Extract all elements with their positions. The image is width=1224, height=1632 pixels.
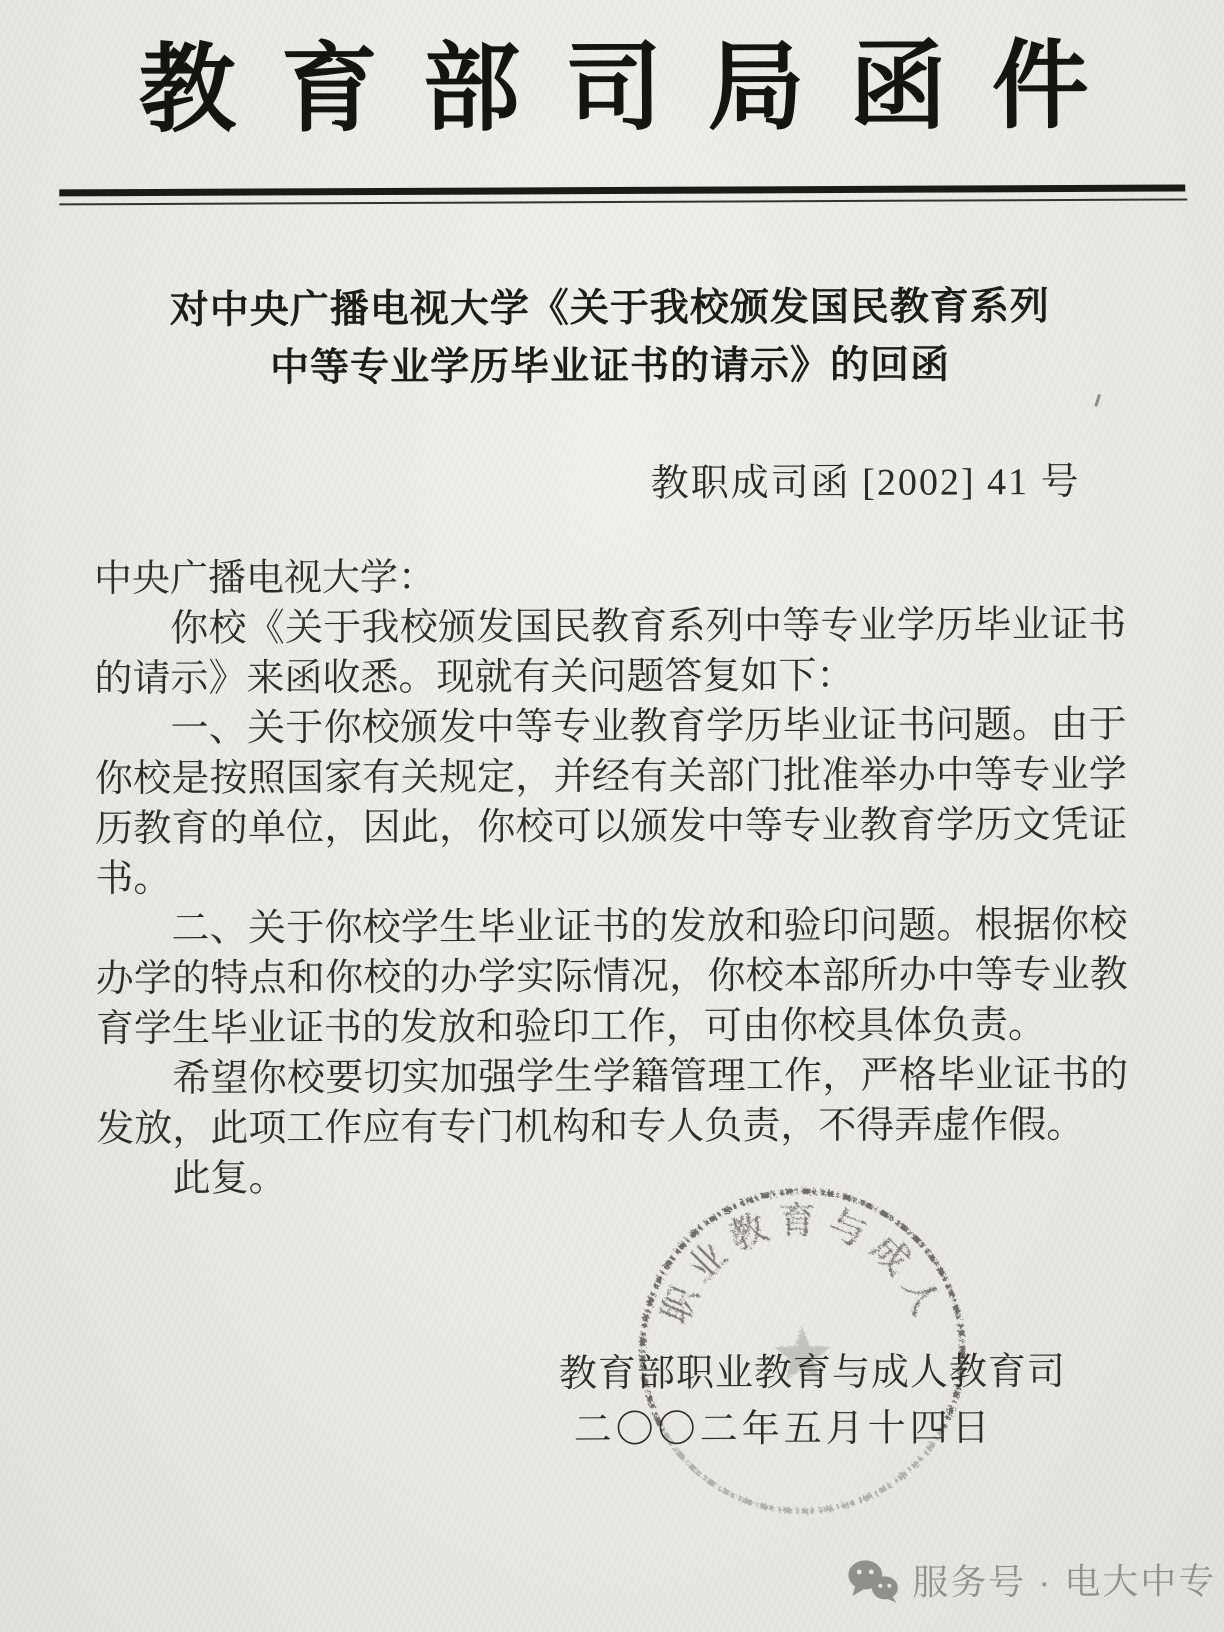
svg-text:职业教育与成人 <box>655 1199 950 1330</box>
signature-organization: 教育部职业教育与成人教育司 <box>558 1351 1067 1396</box>
wechat-icon <box>846 1558 898 1602</box>
masthead-char: 件 <box>991 32 1089 141</box>
divider-rule-thin <box>59 198 1187 205</box>
body-line: 育学生毕业证书的发放和验印工作，可由你校具体负责。 <box>95 1004 1047 1051</box>
stray-pen-mark <box>1094 394 1101 407</box>
masthead-char: 司 <box>565 34 663 143</box>
masthead-char: 育 <box>280 36 379 144</box>
masthead-char: 教 <box>138 36 237 145</box>
body-line: 一、关于你校颁发中等专业教育学历毕业证书问题。由于 <box>170 703 1127 750</box>
watermark <box>846 1553 1216 1606</box>
document-number: 教职成司函 [2002] 41 号 <box>650 460 1081 505</box>
letter-title-line2: 中等专业学历毕业证书的请示》的回函 <box>269 343 951 390</box>
masthead-char: 部 <box>422 35 521 143</box>
body-line: 二、关于你校学生毕业证书的发放和验印问题。根据你校 <box>171 903 1128 950</box>
masthead-char: 函 <box>849 33 947 141</box>
signature-date: 二〇〇二年五月十四日 <box>573 1407 994 1452</box>
letter-title <box>0 277 1222 398</box>
masthead-title <box>139 34 1089 145</box>
masthead-char: 局 <box>707 34 805 142</box>
letter-body <box>94 550 1129 1204</box>
divider-rule-thick <box>59 184 1185 196</box>
body-line: 希望你校要切实加强学生学籍管理工作，严格毕业证书的 <box>172 1053 1129 1100</box>
body-line: 历教育的单位，因此，你校可以颁发中等专业教育学历文凭证 <box>94 803 1128 851</box>
body-line: 发放，此项工作应有专门机构和专人负责，不得弄虚作假。 <box>96 1103 1085 1151</box>
body-line: 你校《关于我校颁发国民教育系列中等专业学历毕业证书 <box>170 603 1127 650</box>
body-line: 书。 <box>95 857 172 901</box>
body-line: 此复。 <box>172 1157 287 1200</box>
body-line: 你校是按照国家有关规定，并经有关部门批准举办中等专业学 <box>94 753 1127 801</box>
body-line: 的请示》来函收悉。现就有关问题答复如下： <box>94 654 855 701</box>
body-line: 办学的特点和你校的办学实际情况，你校本部所办中等专业教 <box>95 953 1128 1001</box>
seal-arc-text: 职业教育与成人 <box>655 1201 950 1331</box>
watermark-label: 服务号 · 电大中专 <box>912 1560 1217 1603</box>
letter-title-line1: 对中央广播电视大学《关于我校颁发国民教育系列 <box>169 285 1050 332</box>
body-line: 中央广播电视大学： <box>93 556 437 601</box>
